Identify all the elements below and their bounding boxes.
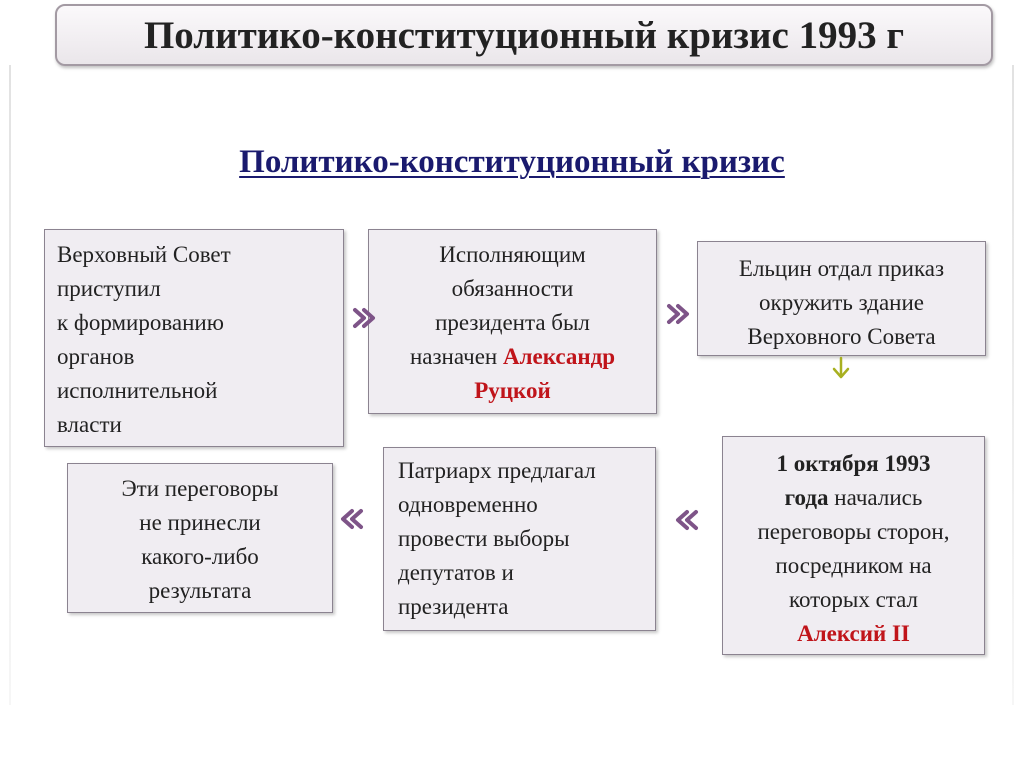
box-line: президента был (435, 310, 590, 335)
step-box-rutskoy (368, 229, 657, 414)
box-line: к формированию (57, 310, 224, 335)
slide-title: Политико-конституционный кризис 1993 г (143, 13, 905, 57)
box-line: не принесли (139, 510, 261, 535)
step-box-no-result (67, 463, 333, 613)
box-line: власти (57, 412, 122, 437)
box-line: Верховного Совета (747, 324, 936, 349)
box-line: Исполняющим (439, 242, 586, 267)
box-line: окружить здание (759, 290, 924, 315)
double-chevron-left-icon (671, 508, 699, 532)
box-line-rest: начались (828, 485, 923, 510)
box-line: органов (57, 344, 135, 369)
chevron-down-icon (830, 356, 852, 382)
box-line: Патриарх предлагал (398, 458, 596, 483)
highlight-name: Руцкой (474, 378, 551, 403)
box-line: переговоры сторон, (757, 519, 950, 544)
double-chevron-right-icon (666, 302, 694, 326)
box-line: Верховный Совет (57, 242, 231, 267)
step-box-supreme-soviet (44, 229, 344, 447)
box-line: Ельцин отдал приказ (738, 256, 945, 281)
box-line (729, 481, 978, 515)
box-line: Эти переговоры (121, 476, 279, 501)
highlight-name: Александр (502, 344, 616, 369)
box-date-cont: года (784, 485, 829, 510)
box-line: исполнительной (57, 378, 218, 403)
box-line: которых стал (788, 587, 919, 612)
step-box-patriarch (383, 447, 656, 631)
step-box-negotiations (722, 436, 985, 655)
diagram-heading-text: Политико-конституционный кризис (239, 144, 785, 180)
box-line: обязанности (451, 276, 574, 301)
box-line: провести выборы (398, 526, 570, 551)
box-line-prefix: назначен (409, 344, 503, 369)
box-line (375, 340, 650, 374)
box-line: депутатов и (398, 560, 514, 585)
box-line: какого-либо (141, 544, 259, 569)
double-chevron-right-icon (352, 306, 380, 330)
title-box (55, 4, 993, 66)
box-line: президента (398, 594, 509, 619)
box-line: посредником на (775, 553, 932, 578)
box-line: результата (148, 578, 252, 603)
highlight-name: Алексий II (797, 621, 910, 646)
box-line: одновременно (398, 492, 538, 517)
box-line: приступил (57, 276, 161, 301)
step-box-yeltsin-order (697, 241, 986, 356)
double-chevron-left-icon (336, 507, 364, 531)
box-date: 1 октября 1993 (776, 451, 931, 476)
diagram-heading (0, 144, 1024, 181)
